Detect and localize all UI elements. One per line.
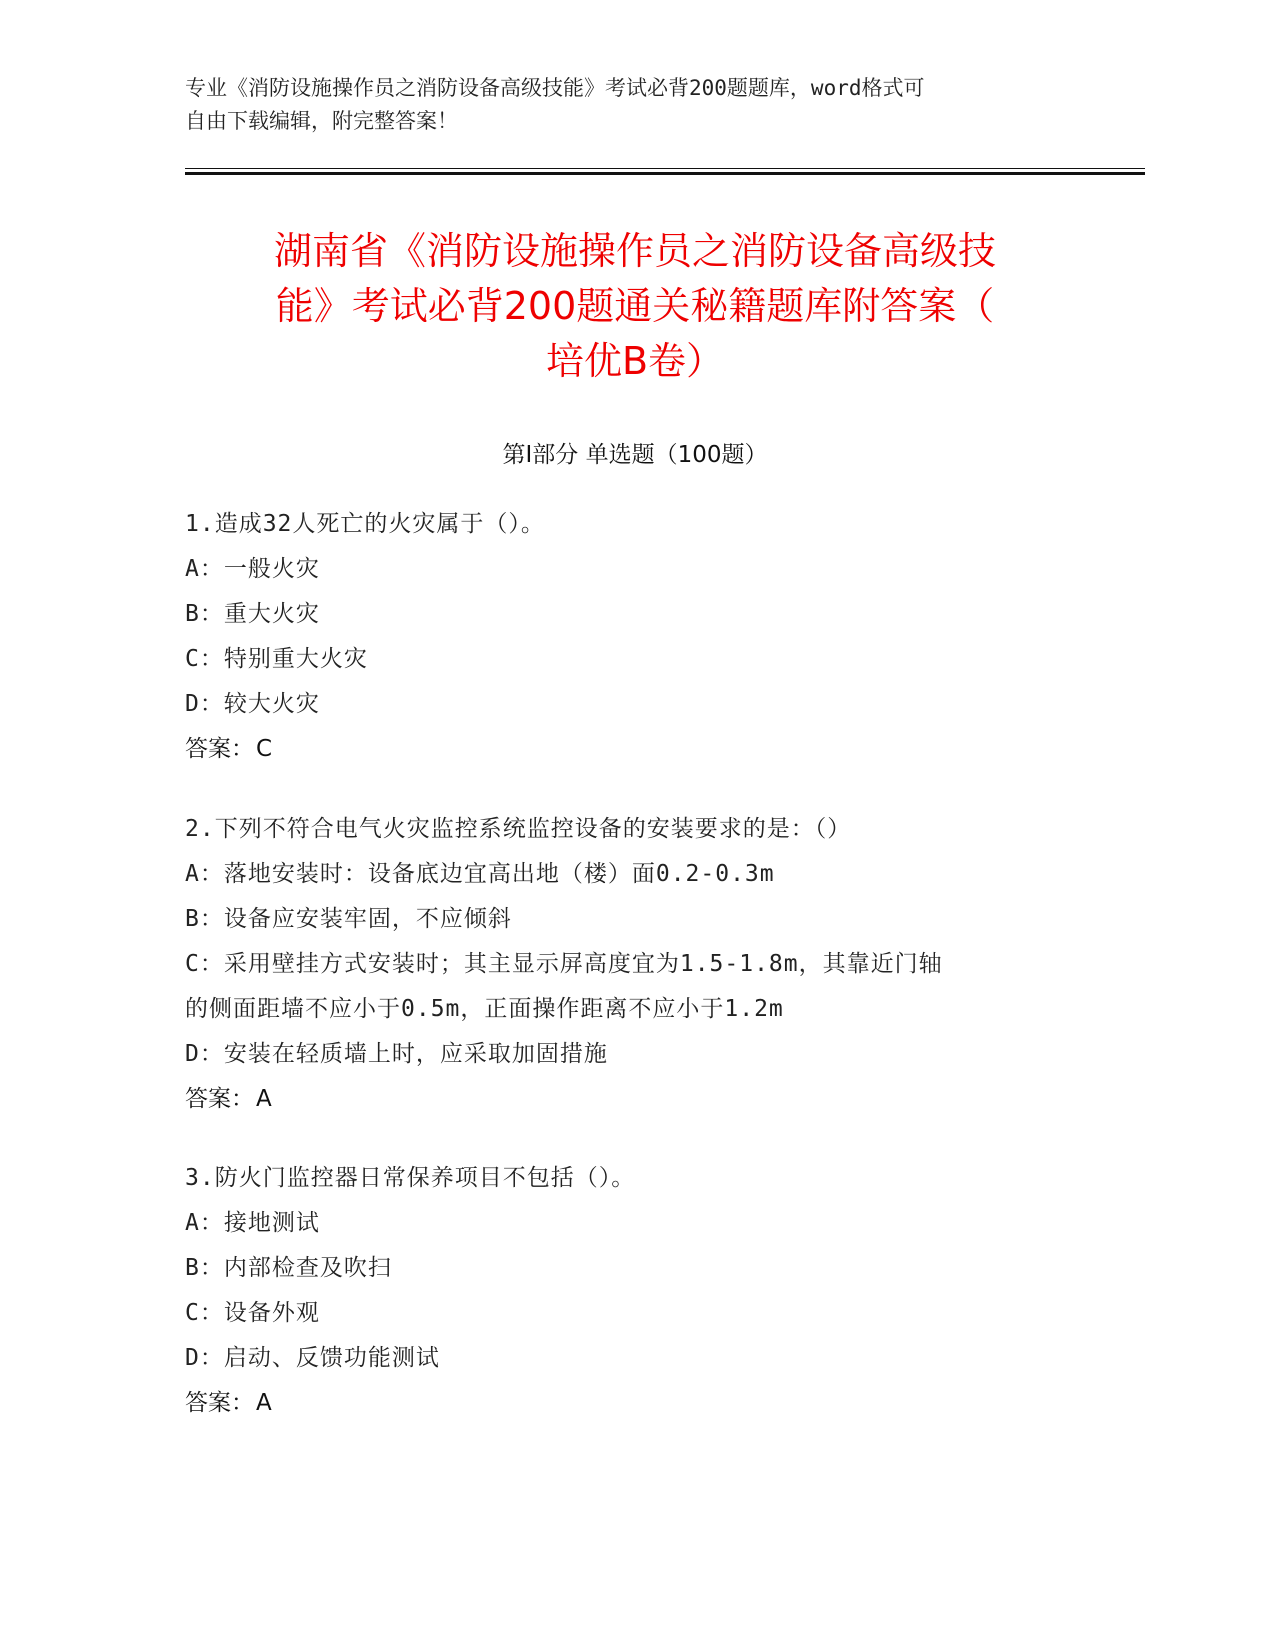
title-line: 能》考试必背200题通关秘籍题库附答案（ — [275, 284, 995, 328]
header-divider-thin — [185, 168, 1145, 169]
option-a: A：一般火灾 — [185, 556, 320, 582]
question-stem: 3.防火门监控器日常保养项目不包括（）。 — [185, 1165, 636, 1191]
option-a: A：接地测试 — [185, 1210, 320, 1236]
answer-label: 答案： — [185, 1390, 254, 1416]
option-a: A：落地安装时：设备底边宜高出地（楼）面0.2-0.3m — [185, 861, 775, 887]
title-line: 湖南省《消防设施操作员之消防设备高级技 — [273, 229, 996, 273]
answer-line — [185, 1077, 1085, 1122]
option-c-continued: 的侧面距墙不应小于0.5m，正面操作距离不应小于1.2m — [185, 996, 784, 1022]
option-c: C：特别重大火灾 — [185, 646, 368, 672]
question-1 — [185, 502, 1085, 772]
question-2 — [185, 807, 1085, 1122]
question-3 — [185, 1156, 1085, 1426]
option-c: C：采用壁挂方式安装时；其主显示屏高度宜为1.5-1.8m，其靠近门轴 — [185, 951, 943, 977]
question-stem: 1.造成32人死亡的火灾属于（）。 — [185, 511, 545, 537]
title-line: 培优B卷） — [545, 339, 725, 383]
question-stem: 2.下列不符合电气火灾监控系统监控设备的安装要求的是：（） — [185, 816, 852, 842]
answer-line — [185, 727, 1085, 772]
option-b: B：重大火灾 — [185, 601, 320, 627]
answer-value: C — [256, 736, 273, 762]
option-b: B：设备应安装牢固，不应倾斜 — [185, 906, 512, 932]
answer-label: 答案： — [185, 1086, 254, 1112]
answer-label: 答案： — [185, 736, 254, 762]
section-title: 第Ⅰ部分 单选题（100题） — [502, 442, 768, 468]
header-note-line: 专业《消防设施操作员之消防设备高级技能》考试必背200题题库，word格式可 — [185, 76, 925, 100]
header-note — [185, 72, 1065, 138]
option-d: D：启动、反馈功能测试 — [185, 1345, 440, 1371]
answer-value: A — [256, 1086, 272, 1112]
option-b: B：内部检查及吹扫 — [185, 1255, 392, 1281]
header-divider-thick — [185, 172, 1145, 175]
option-d: D：安装在轻质墙上时，应采取加固措施 — [185, 1041, 608, 1067]
document-title — [185, 224, 1085, 389]
option-c: C：设备外观 — [185, 1300, 320, 1326]
answer-value: A — [256, 1390, 272, 1416]
option-d: D：较大火灾 — [185, 691, 320, 717]
answer-line — [185, 1381, 1085, 1426]
header-note-line: 自由下载编辑，附完整答案！ — [185, 109, 458, 133]
